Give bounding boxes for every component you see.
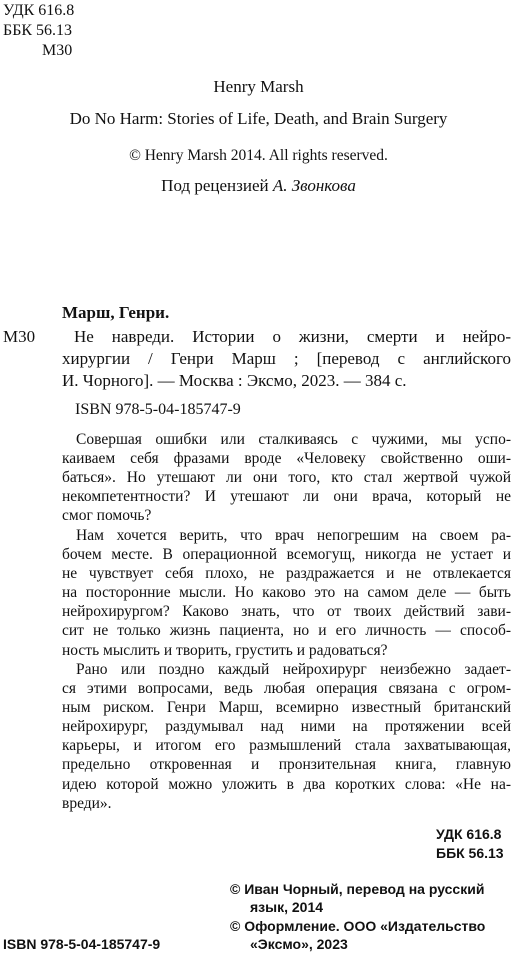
reviewer-prefix: Под рецензией — [161, 176, 269, 195]
bibliographic-line: И. Чорного]. — Москва : Эксмо, 2023. — 384 с. — [62, 371, 407, 390]
annotation-line: идею которой можно уложить в два коротких слова: «Не на- — [62, 775, 511, 793]
annotation-paragraph-3 — [62, 660, 511, 813]
design-copyright — [230, 917, 485, 953]
annotation-line: баться». Но утешают ли они того, кто стал жертвой чужой — [62, 469, 511, 487]
reviewer-line — [0, 175, 517, 197]
original-copyright: © Henry Marsh 2014. All rights reserved. — [129, 147, 388, 164]
annotation-line: некомпетентности? И утешают ли они врача, который не — [62, 488, 511, 506]
author-mark-bibliographic: М30 — [3, 327, 36, 346]
annotation-line: вреди». — [62, 794, 112, 812]
annotation-paragraph-2 — [62, 526, 511, 660]
udk-code-top: УДК 616.8 — [3, 2, 75, 19]
design-copyright-line1: © Оформление. ООО «Издательство — [230, 918, 486, 934]
translation-copyright — [230, 880, 484, 916]
annotation-line: ность мыслить и творить, грустить и радоваться? — [62, 641, 388, 659]
annotation-line: нейрохирург, раздумывал над ними на протяжении всей — [62, 718, 511, 736]
annotation-line: ным риском. Генри Марш, всемирно известный британский — [62, 699, 511, 717]
annotation-line: не чувствует себя плохо, не раздражается и не отвлекается — [62, 565, 511, 583]
annotation-line: каиваем себя фразами вроде «Человеку свойственно оши- — [62, 450, 511, 468]
annotation-line: бочем месте. В операционной всемогущ, никогда не устает и — [62, 546, 511, 564]
annotation-line: карьеры, и итогом его размышлений стала захватывающая, — [62, 737, 511, 755]
annotation-line: Рано или поздно каждый нейрохирург неизбежно задает- — [76, 661, 511, 678]
original-title: Do No Harm: Stories of Life, Death, and Brain Surgery — [69, 109, 448, 128]
author-mark-top: М30 — [42, 42, 73, 59]
annotation-line: на посторонние мысли. Но каково это на самом деле — быть — [62, 584, 511, 602]
design-copyright-line2: «Эксмо», 2023 — [250, 936, 348, 952]
udk-code-bottom: УДК 616.8 — [436, 826, 502, 842]
translation-copyright-line2: язык, 2014 — [250, 899, 324, 915]
annotation-line: смог помочь? — [62, 507, 152, 525]
isbn-bibliographic: ISBN 978-5-04-185747-9 — [75, 401, 241, 418]
bibliographic-line: Не навреди. Истории о жизни, смерти и нейро- — [74, 327, 511, 346]
bbk-code-top: ББК 56.13 — [3, 22, 73, 39]
bbk-code-bottom: ББК 56.13 — [436, 845, 504, 861]
original-author: Henry Marsh — [213, 77, 304, 96]
annotation-line: ся этими вопросами, ведь любая операция связана с огром- — [62, 680, 511, 698]
annotation-line: Совершая ошибки или сталкиваясь с чужими, мы успо- — [76, 431, 511, 448]
annotation-line: предельно откровенная и пронзительная книга, главную — [62, 756, 511, 774]
translation-copyright-line1: © Иван Чорный, перевод на русский — [230, 881, 485, 897]
reviewer-name: А. Звонкова — [272, 176, 356, 195]
bibliographic-description — [62, 326, 511, 392]
isbn-footer: ISBN 978-5-04-185747-9 — [3, 936, 161, 952]
annotation-line: нейрохирургом? Каково знать, что от твоих действий зави- — [62, 603, 511, 621]
annotation-paragraph-1 — [62, 430, 511, 525]
annotation-line: Нам хочется верить, что врач непогрешим на своем ра- — [76, 527, 511, 544]
annotation-line: сит не только жизнь пациента, но и его личность — способ- — [62, 622, 511, 640]
bibliographic-heading: Марш, Генри. — [62, 303, 170, 322]
bibliographic-line: хирургии / Генри Марш ; [перевод с английского — [62, 349, 511, 368]
